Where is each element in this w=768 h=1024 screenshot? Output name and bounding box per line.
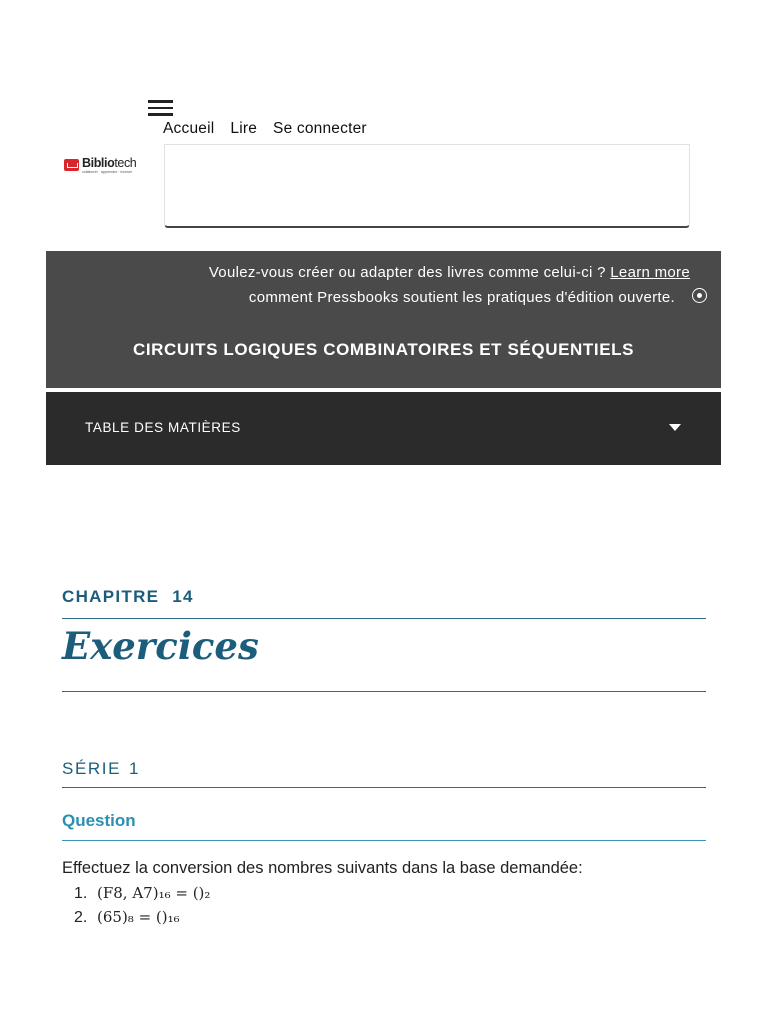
question-intro: Effectuez la conversion des nombres suivants dans la base demandée: bbox=[62, 859, 583, 877]
logo-wordmark: Bibliotech bbox=[82, 156, 137, 170]
divider bbox=[62, 618, 706, 619]
logo-tagline: collaborer · apprendre · innover bbox=[82, 170, 133, 174]
divider bbox=[62, 787, 706, 788]
list-item: 2. (65)₈ = ()₁₆ bbox=[74, 908, 180, 926]
book-title[interactable]: CIRCUITS LOGIQUES COMBINATOIRES ET SÉQUENTIELS bbox=[132, 340, 635, 359]
chapter-title: Exercices bbox=[62, 624, 259, 668]
close-circle-icon[interactable] bbox=[692, 288, 707, 303]
chapter-number: CHAPITRE 14 bbox=[62, 587, 194, 606]
hamburger-menu-icon[interactable] bbox=[148, 99, 173, 117]
caret-down-icon bbox=[669, 424, 681, 431]
top-navigation bbox=[163, 120, 367, 138]
toc-label: TABLE DES MATIÈRES bbox=[85, 420, 241, 435]
bibliotech-logo[interactable] bbox=[64, 156, 144, 178]
divider bbox=[62, 691, 706, 692]
nav-link-lire[interactable]: Lire bbox=[230, 120, 258, 137]
exercise-list bbox=[74, 884, 210, 932]
question-heading: Question bbox=[62, 811, 136, 830]
table-of-contents-toggle[interactable] bbox=[46, 392, 721, 465]
divider bbox=[62, 840, 706, 841]
bibliotech-logo-mark-icon bbox=[64, 159, 79, 171]
list-item: 1. (F8, A7)₁₆ = ()₂ bbox=[74, 884, 211, 902]
learn-more-link[interactable]: Learn more bbox=[610, 264, 690, 281]
nav-link-accueil[interactable]: Accueil bbox=[163, 120, 215, 137]
nav-link-se-connecter[interactable]: Se connecter bbox=[273, 120, 367, 137]
section-heading: SÉRIE 1 bbox=[62, 759, 141, 778]
header-search-panel[interactable] bbox=[164, 144, 690, 228]
pressbooks-info-banner bbox=[46, 251, 721, 388]
banner-message: Voulez-vous créer ou adapter des livres comme celui-ci ? Learn more comment Pressbooks soutient les pratiques d'édition ouverte. bbox=[208, 264, 690, 306]
